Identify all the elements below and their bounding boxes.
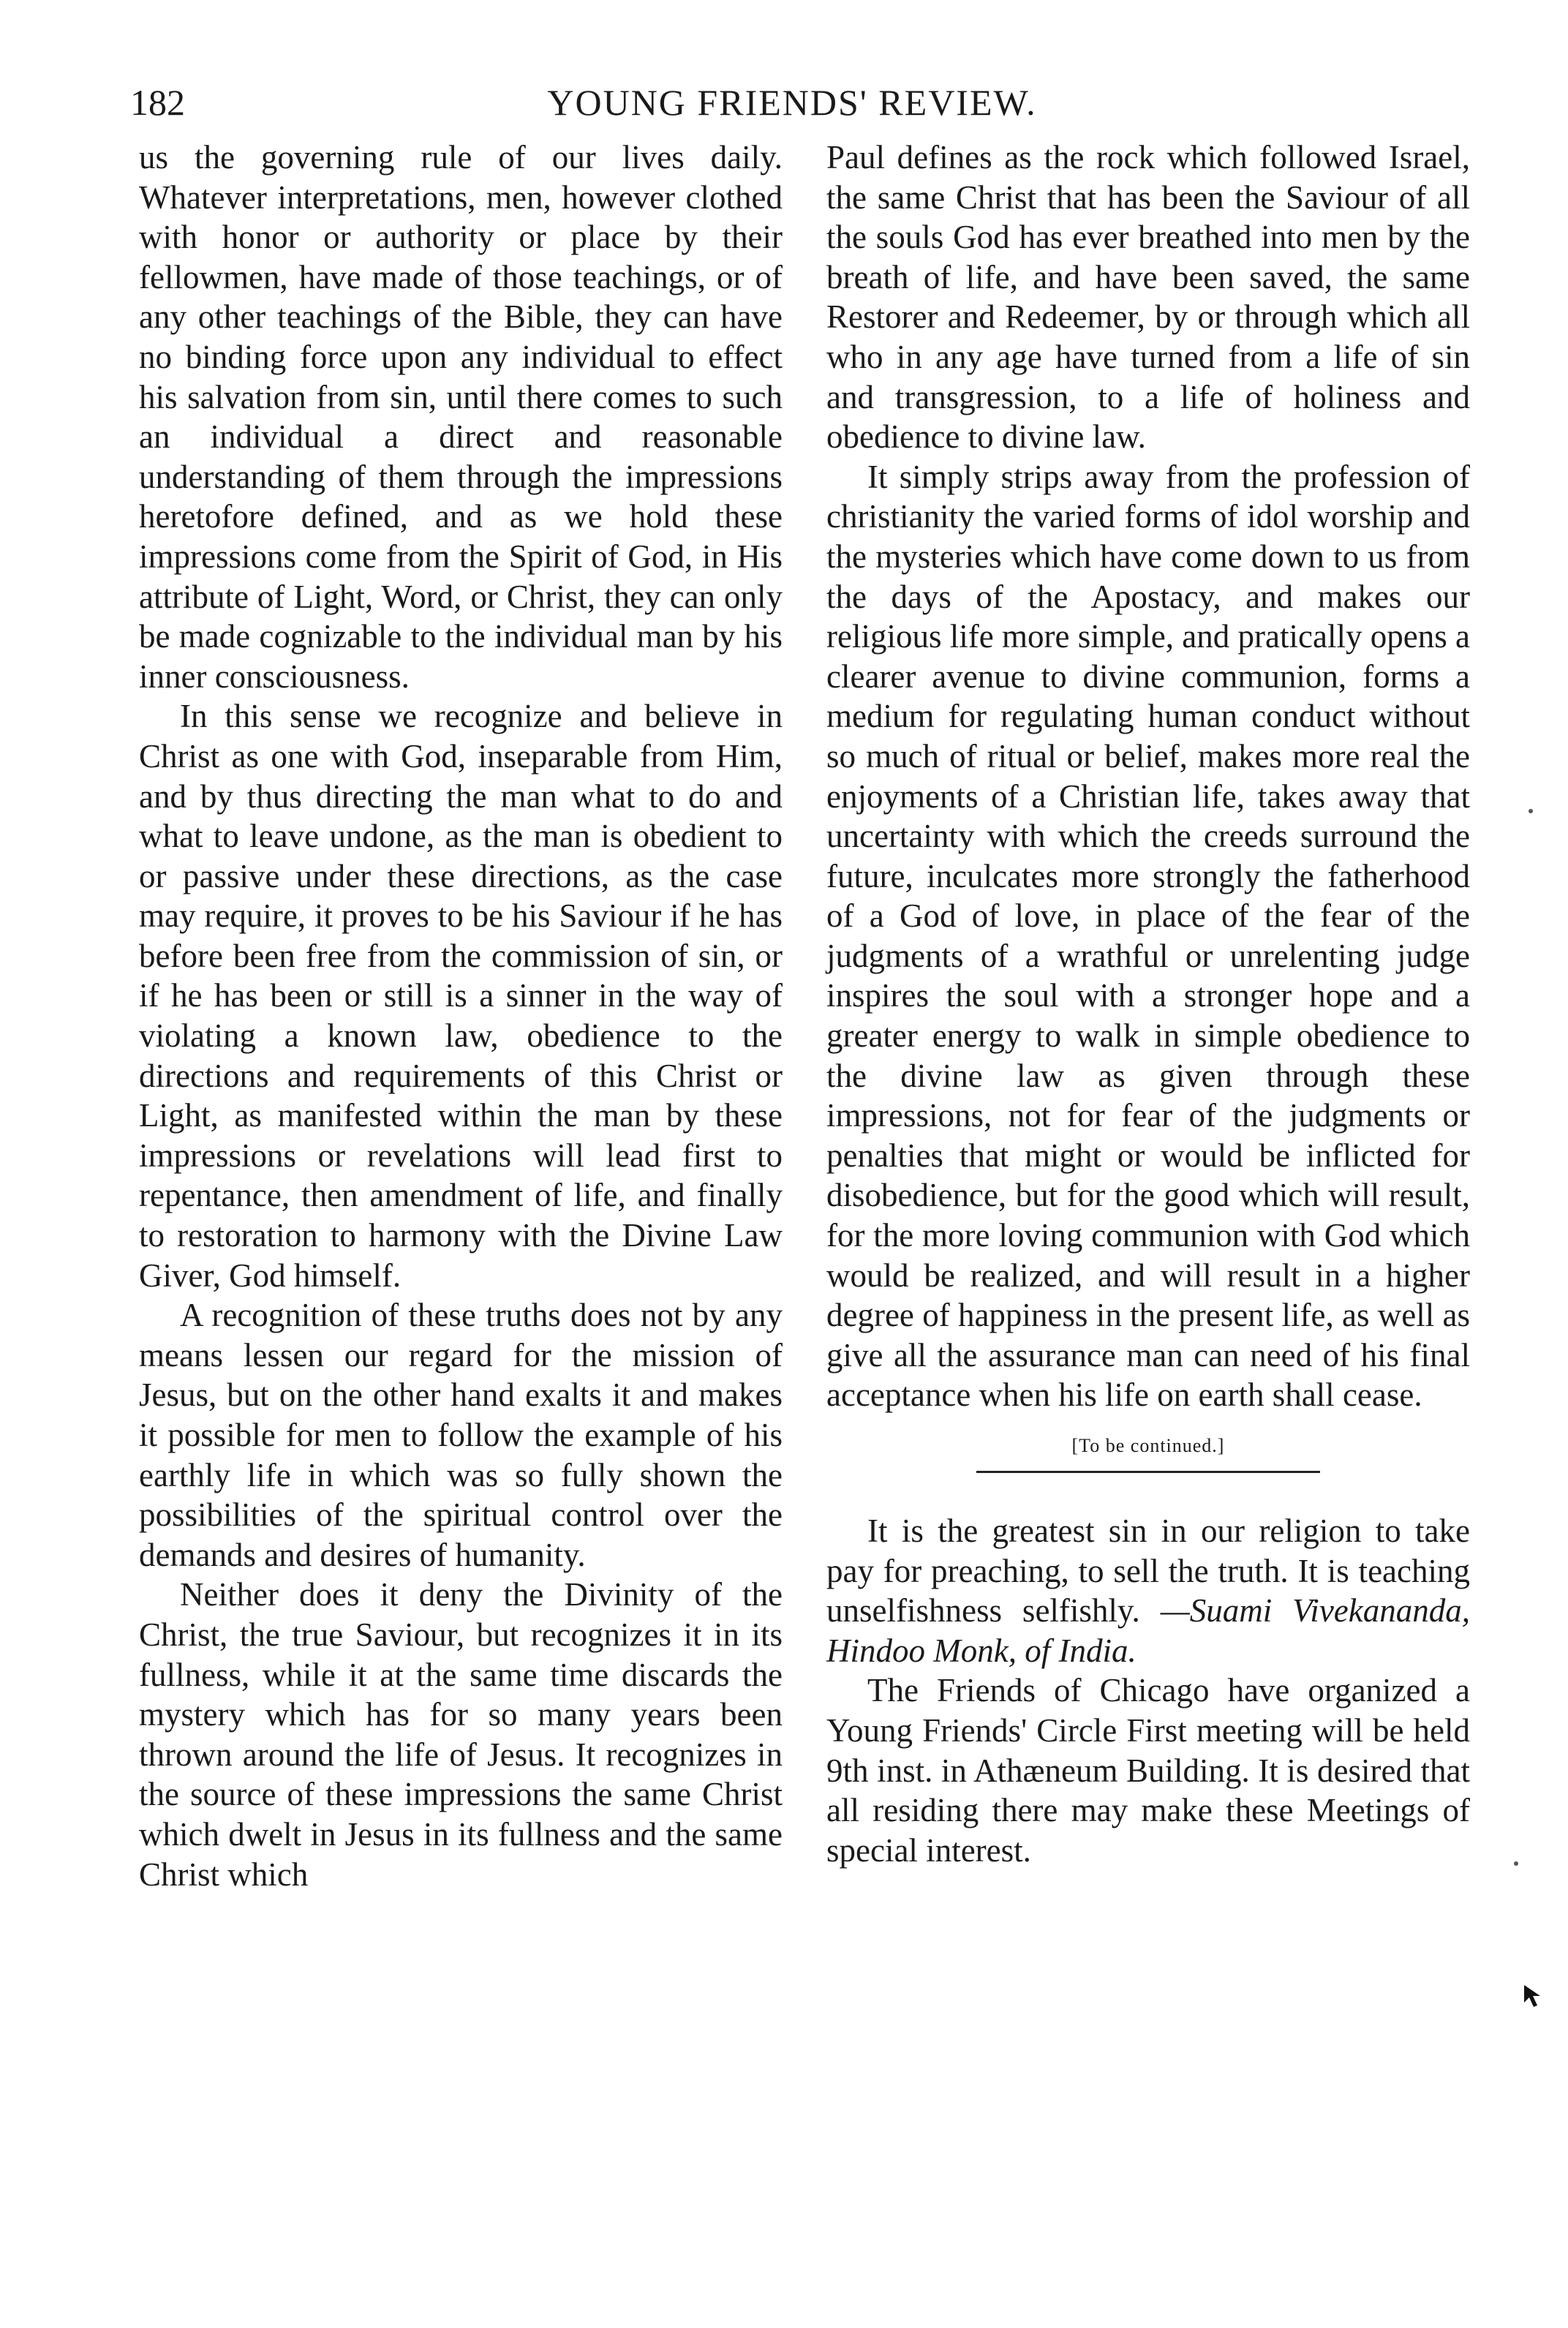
quote-text: It is the greatest sin in our religion to take pay for preaching, to sell the truth. It is teaching unselfishness selfishly. <box>826 1513 1470 1630</box>
paragraph: It simply strips away from the profession of christianity the varied forms of idol worship and the mysteries which have come down to us from the days of the Apostacy, and makes our religious life more simple, and pratically opens a clearer avenue to divine communion, forms a medium for regulating human conduct without so much of ritual or belief, makes more real the enjoyments of a Christian life, takes away that uncertainty with which the creeds surround the future, inculcates more strongly the fatherhood of a God of love, in place of the fear of the judgments of a wrathful or unrelenting judge inspires the soul with a stronger hope and a greater energy to walk in simple obedience to the divine law as given through these impressions, not for fear of the judgments or penalties that might or would be inflicted for disobedience, but for the good which will result, for the more loving communion with God which would be realized, and will result in a higher degree of happiness in the present life, as well as give all the assurance man can need of his final acceptance when his life on earth shall cease. <box>826 458 1470 1414</box>
paragraph: Neither does it deny the Divinity of the Christ, the true Saviour, but recognizes it in its fullness, while it at the same time discards the mystery which has for so many years been thrown around the life of Jesus. It recognizes in the source of these impressions the same Christ which dwelt in Jesus in its fullness and the same Christ which <box>139 1576 783 1893</box>
page-header <box>130 73 1454 132</box>
right-column <box>826 138 1470 1870</box>
notice-paragraph: The Friends of Chicago have organized a Young Friends' Circle First meeting will be held 9th inst. in Athæneum Building. It is desired that all residing there may make these Meetings of special interest. <box>826 1672 1470 1869</box>
quote-author: —Suami Vivekananda, Hindoo Monk, of India. <box>826 1592 1470 1669</box>
section-divider <box>976 1471 1320 1473</box>
paragraph: In this sense we recognize and believe in Christ as one with God, inseparable from Him, and by thus directing the man what to do and what to leave undone, as the man is obedient to or passive under these directions, as the case may require, it proves to be his Saviour if he has before been free from the commission of sin, or if he has been or still is a sinner in the way of violating a known law, obedience to the directions and requirements of this Christ or Light, as manifested within the man by these impressions or revelations will lead first to repentance, then amendment of life, and finally to restoration to harmony with the Divine Law Giver, God himself. <box>139 698 783 1294</box>
running-title: YOUNG FRIENDS' REVIEW. <box>547 82 1037 123</box>
cursor-arrow-icon <box>1521 1982 1550 2011</box>
page-number: 182 <box>130 82 185 123</box>
quote-paragraph <box>826 1511 1470 1670</box>
continued-note: [To be continued.] <box>1071 1435 1225 1456</box>
paragraph: Paul defines as the rock which followed Israel, the same Christ that has been the Saviour of all the souls God has ever breathed into men by the breath of life, and have been saved, the same Restorer and Redeemer, by or through which all who in any age have turned from a life of sin and transgression, to a life of holiness and obedience to divine law. <box>826 139 1470 456</box>
paragraph: us the governing rule of our lives daily. Whatever interpretations, men, however clothed with honor or authority or place by their fellowmen, have made of those teachings, or of any other teachings of the Bible, they can have no binding force upon any individual to effect his salvation from sin, until there comes to such an individual a direct and reasonable understanding of them through the impressions heretofore defined, and as we hold these impressions come from the Spirit of God, in His attribute of Light, Word, or Christ, they can only be made cognizable to the individual man by his inner consciousness. <box>139 139 783 695</box>
margin-speck <box>1514 1861 1518 1866</box>
left-column <box>139 138 783 1894</box>
margin-speck <box>1529 809 1533 813</box>
paragraph: A recognition of these truths does not by any means lessen our regard for the mission of Jesus, but on the other hand exalts it and makes it possible for men to follow the example of his earthly life in which was so fully shown the possibilities of the spiritual control over the demands and desires of humanity. <box>139 1297 783 1573</box>
